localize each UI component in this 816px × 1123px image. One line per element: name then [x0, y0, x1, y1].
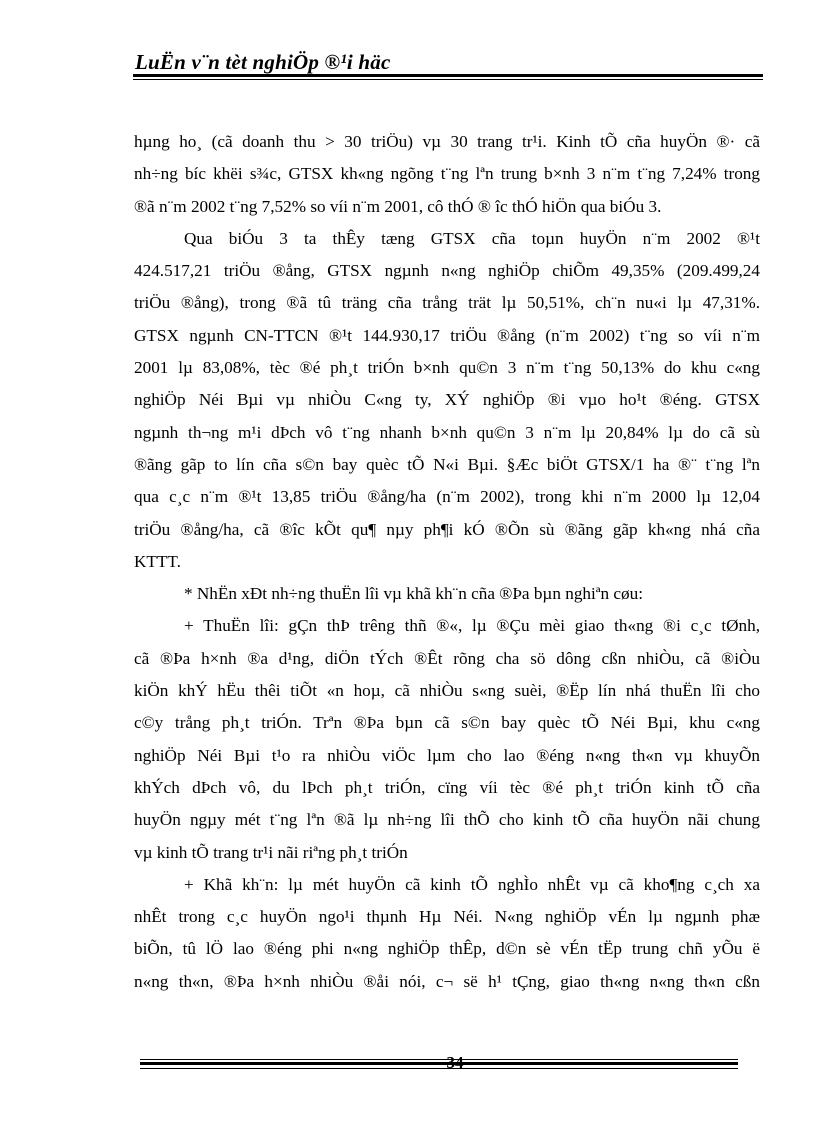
text-line: triÖu ®ång/ha, cã ®îc kÕt qu¶ nµy ph¶i kÓ ®Õn sù ®ãng gãp kh«ng nhá cña — [134, 519, 760, 539]
text-line: huyÖn ngµy mét t¨ng lªn ®ã lµ nh÷ng lîi thÕ cho kinh tÕ cña huyÖn nãi chung — [134, 810, 760, 830]
page-number: 34 — [446, 1053, 464, 1072]
text-line: n«ng th«n, ®Þa h×nh nhiÒu ®åi nói, c¬ së h¹ tÇng, giao th«ng n«ng th«n cßn — [134, 971, 760, 991]
text-line: 2001 lµ 83,08%, tèc ®é ph¸t triÓn b×nh qu©n 3 n¨m t¨ng 50,13% do khu c«ng — [134, 358, 760, 378]
text-line: qua c¸c n¨m ®¹t 13,85 triÖu ®ång/ha (n¨m 2002), trong khi n¨m 2000 lµ 12,04 — [134, 487, 760, 507]
text-line: triÖu ®ång), trong ®ã tû träng cña trång trät lµ 50,51%, ch¨n nu«i lµ 47,31%. — [134, 293, 760, 313]
text-line: KTTT. — [134, 551, 181, 571]
text-line: Qua biÓu 3 ta thÊy tæng GTSX cña toµn huyÖn n¨m 2002 ®¹t — [184, 228, 760, 248]
text-line: vµ kinh tÕ trang tr¹i nãi riªng ph¸t triÓn — [134, 842, 408, 862]
text-line: kiÖn khÝ hËu thêi tiÕt «n hoµ, cã nhiÒu s«ng suèi, ®Ëp lín nhá thuËn lîi cho — [134, 681, 760, 701]
text-line: nhÊt trong c¸c huyÖn ngo¹i thµnh Hµ Néi. N«ng nghiÖp vÉn lµ ngµnh phæ — [134, 907, 760, 927]
header-rule-thick — [133, 74, 763, 77]
text-line: + ThuËn lîi: gÇn thÞ trêng thñ ®«, lµ ®Çu mèi giao th«ng ®i c¸c tØnh, — [184, 616, 760, 636]
text-line: khÝch dÞch vô, du lÞch ph¸t triÓn, cïng víi tèc ®é ph¸t triÓn kinh tÕ cña — [134, 777, 760, 797]
text-line: nh÷ng bíc khëi s¾c, GTSX kh«ng ngõng t¨ng lªn trung b×nh 3 n¨m t¨ng 7,24% trong — [134, 164, 760, 184]
text-line: 424.517,21 triÖu ®ång, GTSX ngµnh n«ng nghiÖp chiÕm 49,35% (209.499,24 — [134, 261, 760, 281]
body-text — [134, 126, 760, 998]
text-line: ngµnh th¬ng m¹i dÞch vô t¨ng nhanh b×nh qu©n 3 n¨m lµ 20,84% lµ do cã sù — [134, 422, 760, 442]
text-line: ®ã n¨m 2002 t¨ng 7,52% so víi n¨m 2001, cô thÓ ® îc thÓ hiÖn qua biÓu 3. — [134, 196, 662, 216]
text-line: hµng ho¸ (cã doanh thu > 30 triÖu) vµ 30 trang tr¹i. Kinh tÕ cña huyÖn ®· cã — [134, 132, 760, 151]
text-line: nghiÖp Néi Bµi vµ nhiÒu C«ng ty, XÝ nghiÖp ®i vµo ho¹t ®éng. GTSX — [134, 390, 760, 410]
page-header-title: LuËn v¨n tèt nghiÖp ®¹i häc — [135, 50, 391, 74]
text-line: + Khã kh¨n: lµ mét huyÖn cã kinh tÕ nghÌo nhÊt vµ cã kho¶ng c¸ch xa — [184, 874, 760, 894]
text-line: * NhËn xÐt nh÷ng thuËn lîi vµ khã kh¨n cña ®Þa bµn nghiªn cøu: — [184, 584, 644, 604]
header-rule-thin — [133, 79, 763, 80]
text-line: cã ®Þa h×nh ®a d¹ng, diÖn tÝch ®Êt rõng cha sö dông cßn nhiÒu, cã ®iÒu — [134, 648, 760, 668]
text-line: ®ãng gãp to lín cña s©n bay quèc tÕ N«i Bµi. §Æc biÖt GTSX/1 ha ®¨ t¨ng lªn — [134, 454, 760, 474]
text-line: GTSX ngµnh CN-TTCN ®¹t 144.930,17 triÖu ®ång (n¨m 2002) t¨ng so víi n¨m — [134, 325, 760, 345]
text-line: c©y trång ph¸t triÓn. Trªn ®Þa bµn cã s©n bay quèc tÕ Néi Bµi, khu c«ng — [134, 713, 760, 733]
text-line: biÕn, tû lÖ lao ®éng phi n«ng nghiÖp thÊp, d©n sè vÉn tËp trung chñ yÕu ë — [134, 939, 760, 959]
text-line: nghiÖp Néi Bµi t¹o ra nhiÒu viÖc lµm cho lao ®éng n«ng th«n vµ khuyÕn — [134, 745, 760, 765]
